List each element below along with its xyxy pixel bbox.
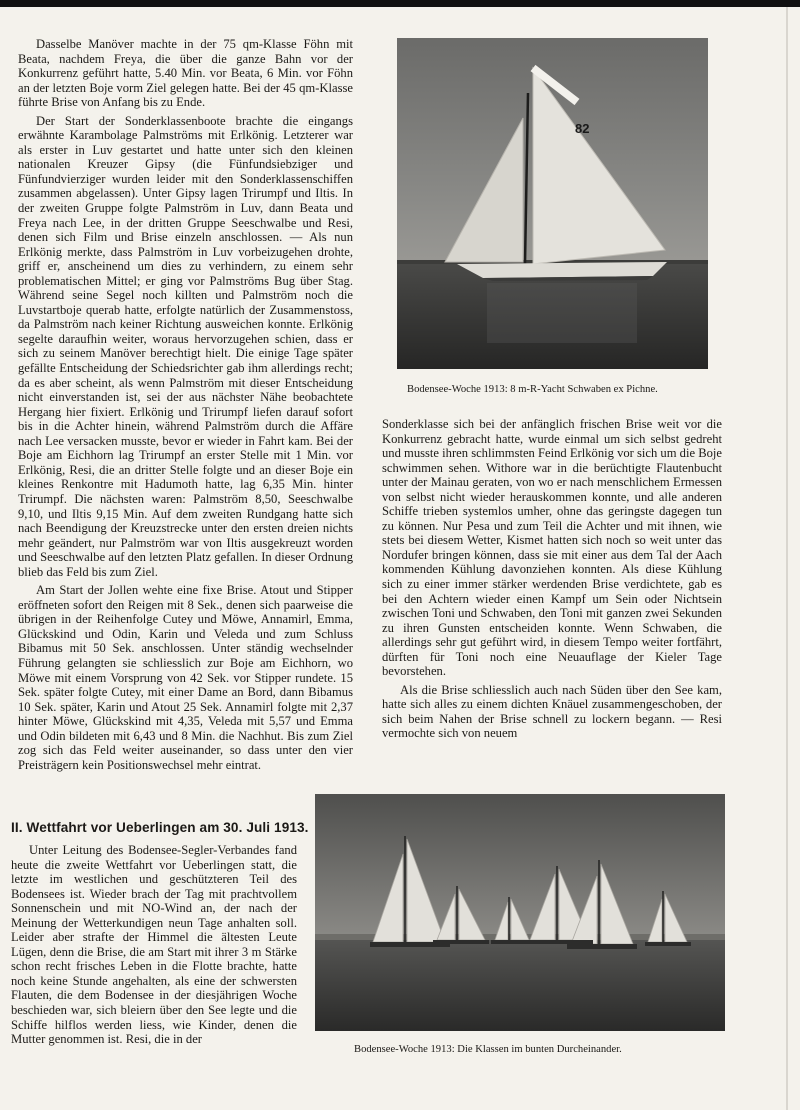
yacht-schwaben-photo xyxy=(397,38,708,369)
scan-margin-line xyxy=(786,7,788,1110)
paragraph: Sonderklasse sich bei der anfänglich frischen Brise weit vor die Konkurrenz gebracht hatte, wurde einmal um sich selbst gedreht und musste ihren schlimmsten Feind Erlkönig vor sich um die Boje schwimmen sehen. Withore war in die berüchtigte Flautenbucht unter der Mainau geraten, von wo er nach menschlichem Ermessen von selbst nicht wieder herauskommen konnte, und alle anderen Schiffe trieben systemlos umher, ohne das geringste dagegen tun zu können. Nur Pesa und zum Teil die Achter und mit ihnen, wie stets bei diesem Wetter, Kismet hatten sich noch so weit unter das Nordufer bringen können, dass sie mit einer aus dem Tal der Aach kommenden Kühlung davonziehen konnten. Als diese Kühlung sich zu einer immer stärker werdenden Brise verdichtete, gab es bei den Achtern wieder einen Kampf um Sein oder Nichtsein zwischen Toni und Schwaben, den Toni mit ganzen zwei Sekunden zu ihren Gunsten entscheiden konnte. Wenn Schwaben, die allerdings sehr gut geführt wird, in diesem Tempo weiter fortfährt, dürften für Toni noch eine Neuauflage der Kieler Tage bevorstehen. xyxy=(382,417,722,679)
right-text-column xyxy=(382,417,722,741)
paragraph: Als die Brise schliesslich auch nach Süden über den See kam, hatte sich alles zu einem dichten Knäuel zusammengeschoben, der sich beim Nahen der Brise schnell zu lockern begann. — Resi vermochte sich von neuem xyxy=(382,682,722,741)
sail-number: 82 xyxy=(575,121,590,136)
photo-caption: Bodensee-Woche 1913: Die Klassen im bunten Durcheinander. xyxy=(354,1044,622,1055)
section-heading: II. Wettfahrt vor Ueberlingen am 30. Juli 1913. xyxy=(11,820,309,835)
photo-caption: Bodensee-Woche 1913: 8 m-R-Yacht Schwaben ex Pichne. xyxy=(407,384,658,395)
section-text-column xyxy=(11,843,297,1047)
left-text-column xyxy=(18,37,353,772)
regatta-fleet-photo xyxy=(315,794,725,1031)
paragraph: Am Start der Jollen wehte eine fixe Brise. Atout und Stipper eröffneten sofort den Reigen mit 8 Sek., denen sich paarweise die übrigen in der Reihenfolge Cutey und Möwe, Annamirl, Emma, Glückskind und Odin, Karin und Veleda und zum Schluss Bibamus mit 50 Sek. anschlossen. Unter ständig wechselnder Führung gelangten sie schliesslich zur Boje am Eichhorn, wo Möwe mit einem Vorsprung von 42 Sek. vor Stipper rundete. 15 Sek. später folgte Cutey, mit einer Dame an Bord, dann Bibamus 10 Sek. später, Karin und Atout 25 Sek. Annamirl folgte mit 2,37 hinter Möwe, Glückskind mit 4,35, Veleda mit 5,57 und Emma und Odin bildeten mit 6,43 und 8 Min. die Nachhut. Bis zum Ziel zog sich das Feld weiter auseinander, so dass unter den vier Preisträgern kein Positionswechsel mehr eintrat. xyxy=(18,583,353,772)
paragraph: Unter Leitung des Bodensee-Segler-Verbandes fand heute die zweite Wettfahrt vor Ueberlingen statt, die letzte im westlichen und geschützteren Teil des Bodensees ist. Wieder brach der Tag mit prachtvollem Sonnenschein und mit NO-Wind an, der nach der Meinung der Wetterkundigen neun Tage anhalten soll. Leider aber strafte der Himmel die ältesten Leute Lügen, denn die Brise, die am Start mit ihrer 3 m Stärke schon recht frisches Leben in die Flotte brachte, hatte noch keine Stunde angehalten, als eine der schwersten Flauten, die dem Bodensee in der diesjährigen Woche beschieden war, sich bleiern über den See legte und die Schiffe hilflos werden liess, wie Kinder, denen die Mutter genommen ist. Resi, die in der xyxy=(11,843,297,1047)
scan-top-edge xyxy=(0,0,800,7)
paragraph: Dasselbe Manöver machte in der 75 qm-Klasse Föhn mit Beata, nachdem Freya, die über die ganze Bahn vor der Konkurrenz geführt hatte, 5.40 Min. vor Beata, 6 Min. vor Föhn an der letzten Boje vorm Ziel gelegen hatte. Bei der 45 qm-Klasse führte Brise von Anfang bis zu Ende. xyxy=(18,37,353,110)
paragraph: Der Start der Sonderklassenboote brachte die eingangs erwähnte Karambolage Palmströms mit Erlkönig. Letzterer war als erster in Luv gestartet und hatte unter sich den kleinen nationalen Kreuzer Gipsy (die Fünfundsiebziger und Fünfundvierziger wurden leider mit den Sonderklassenschiffen zusammen abgelassen). Unter Gipsy lagen Trirumpf und Iltis. In der zweiten Gruppe folgte Palmström in Luv, dann Beata und Freya nach Lee, in der dritten Gruppe Seeschwalbe und Resi, denen sich Film und Brise einzeln anschlossen. — Als nun Erlkönig merkte, dass Palmström in Luv vorbeizugehen drohte, griff er, anscheinend um dies zu verhindern, zu einem sehr problematischen Mittel; er ging vor Palmströms Bug über Stag. Während seine Segel noch killten und Palmström noch die Luvstartboje querab hatte, erfolgte natürlich der Zusammenstoss, da Palmström nach keiner Richtung ausweichen konnte. Erlkönig segelte daraufhin weiter, woraus hervorzugehen schien, dass er sich zu seinem Manöver berechtigt hielt. Die einige Tage später gefällte Entscheidung der Schiedsrichter gab ihm allerdings recht; da es aber scheint, als wenn Palmström mit dieser Entscheidung nicht einverstanden ist, sei der aus nächster Nähe beobachtete Hergang hier fixiert. Erlkönig und Trirumpf liefen darauf sofort bis in die Achter hinein, während Palmström durch die Affäre nach Lee versacken musste, bevor er wieder in Fahrt kam. Bei der Boje am Eichhorn lag Trirumpf an erster Stelle mit 1 Min. vor Erlkönig, Resi, die an dritter Stelle folgte und an dieser Boje ein kleines Renkontre mit Hadumoth hatte, lag 6,35 Min. hinter Trirumpf. Die nächsten waren: Palmström 8,50, Seeschwalbe 9,10, und Iltis 9,15 Min. Auf dem zweiten Rundgang hatte sich nach Beendigung der Kreuzstrecke unter den ersten dreien nichts mehr geändert, nur Palmström war von Iltis ausgekreuzt worden und Seeschwalbe auf den letzten Platz gefallen. In dieser Ordnung blieb das Feld bis zum Ziel. xyxy=(18,113,353,579)
